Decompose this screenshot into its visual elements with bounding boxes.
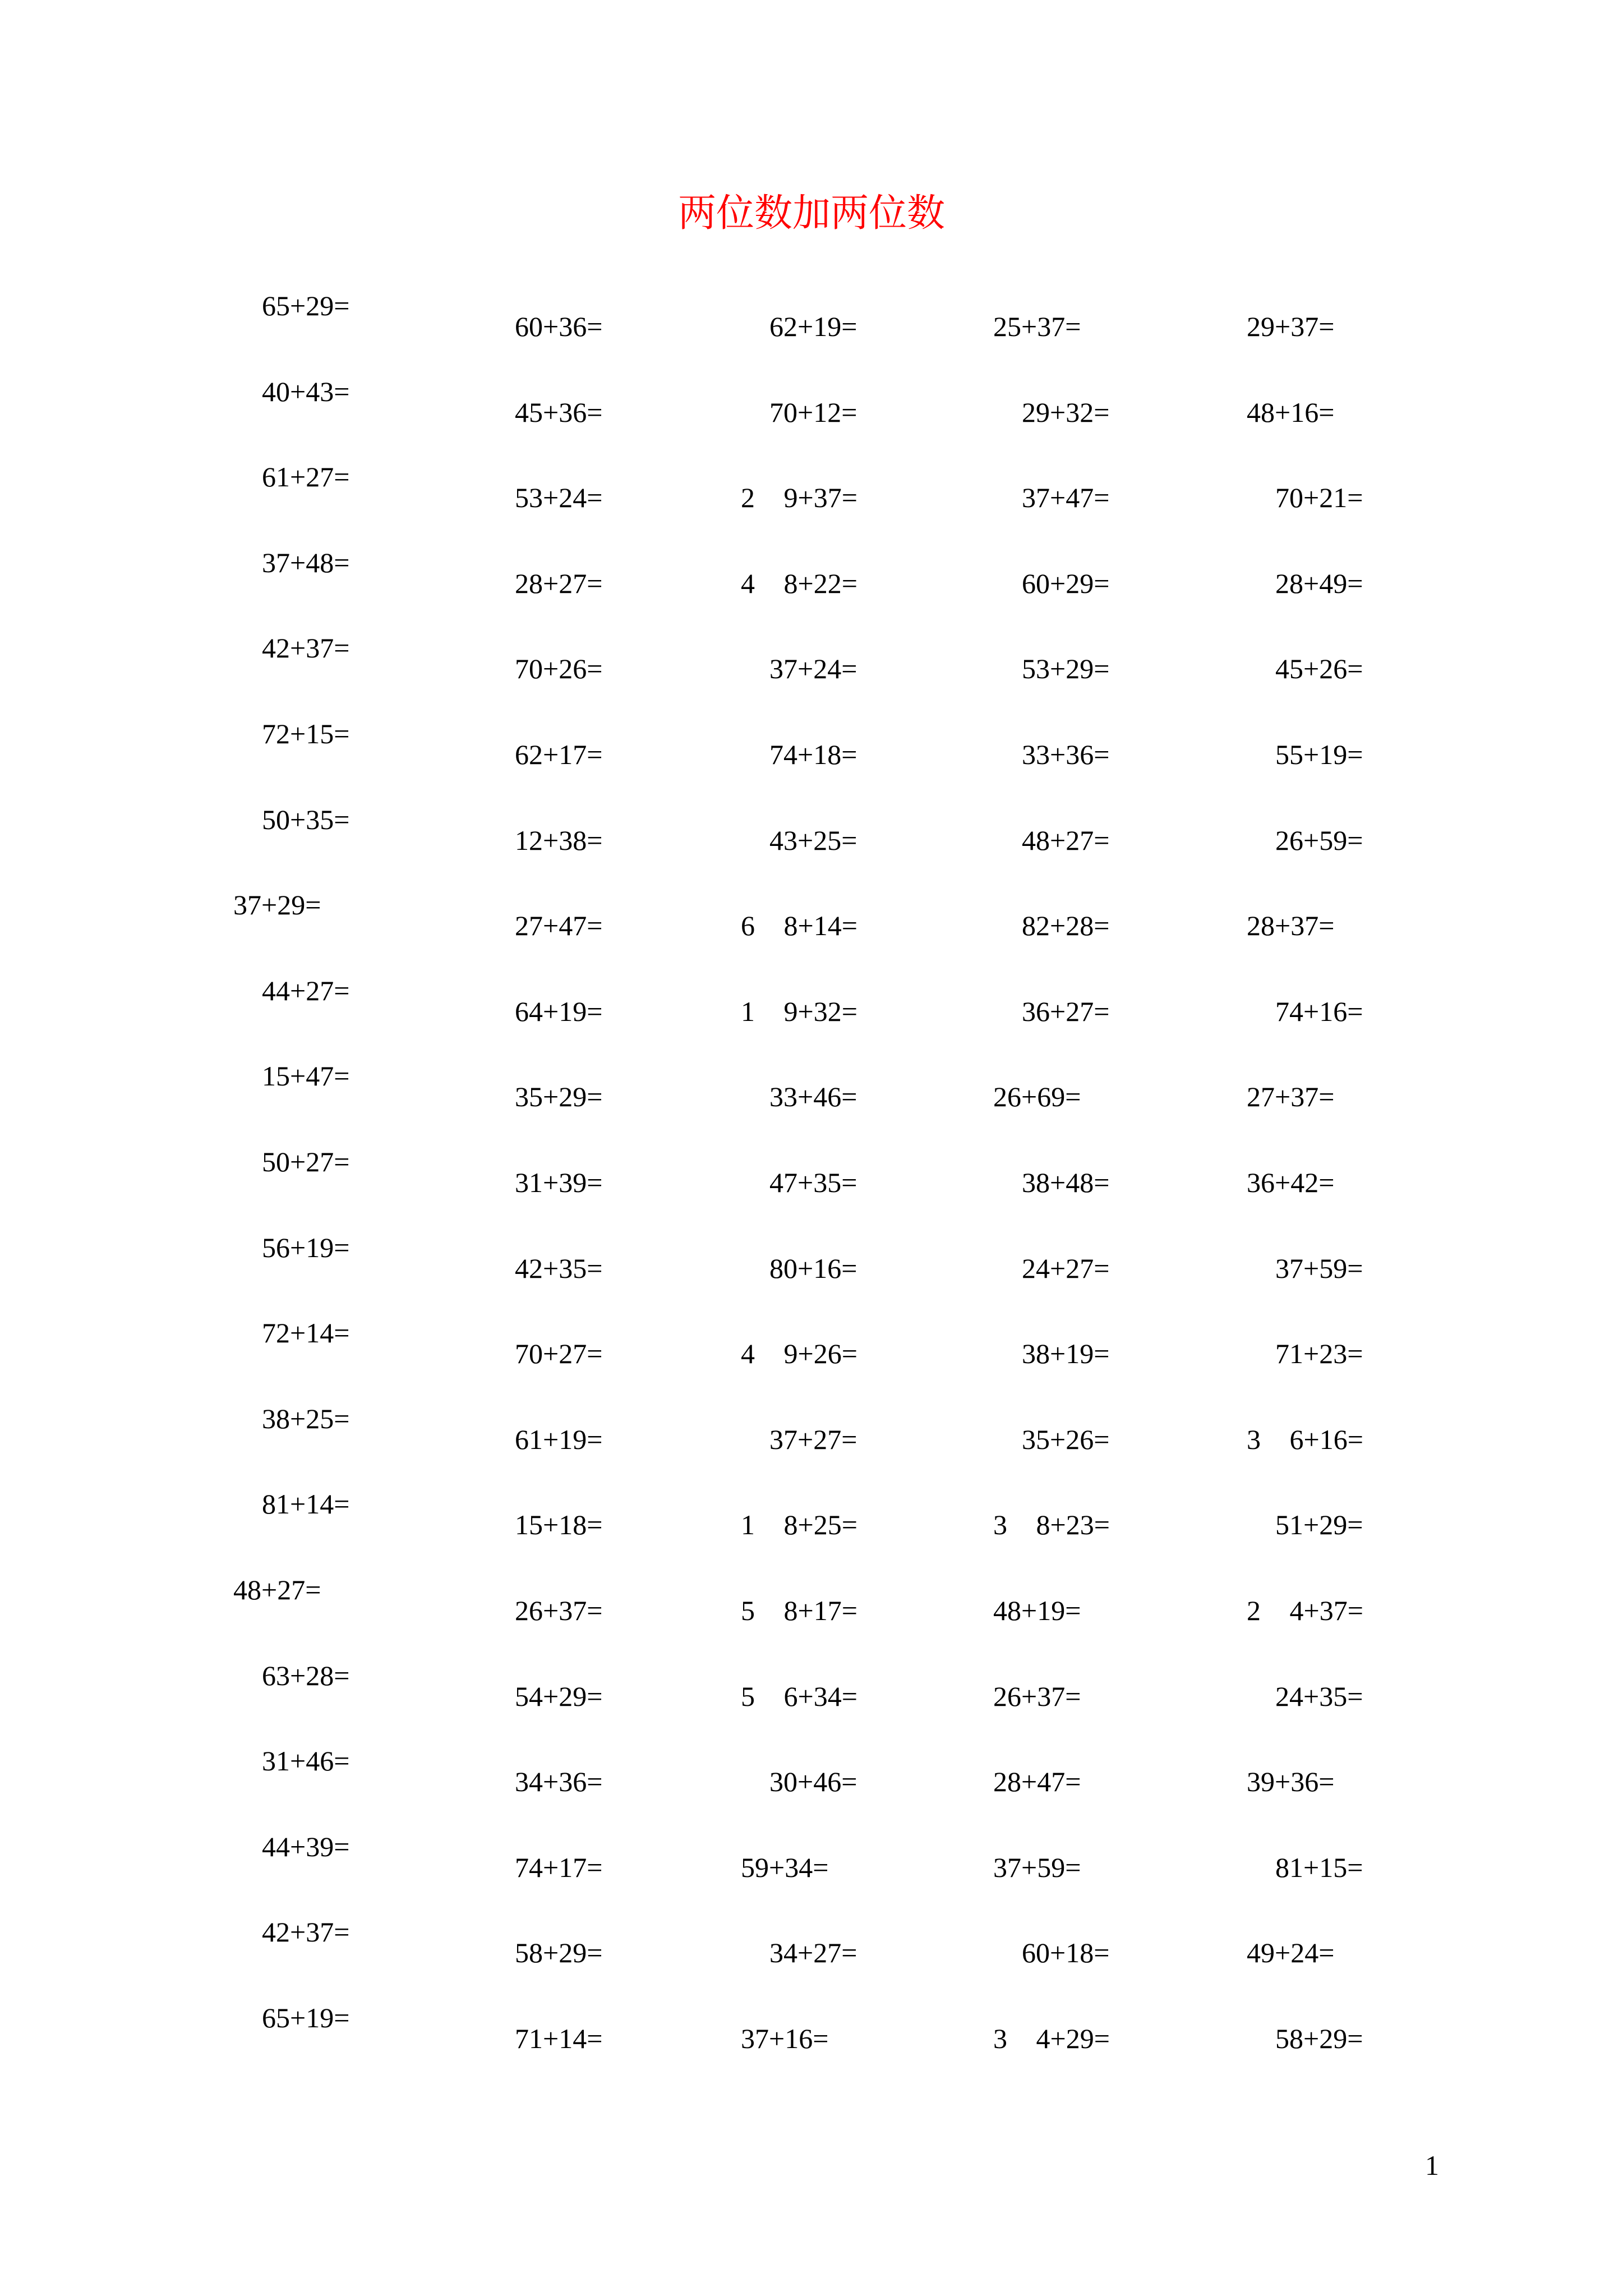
addition-problem: 4 8+22= xyxy=(741,567,857,599)
addition-problem: 3 6+16= xyxy=(1247,1423,1363,1455)
addition-problem: 42+35= xyxy=(515,1252,603,1284)
addition-problem: 37+59= xyxy=(993,1851,1081,1883)
addition-problem: 72+15= xyxy=(262,717,350,749)
addition-problem: 70+27= xyxy=(515,1338,603,1370)
addition-problem: 44+27= xyxy=(262,974,350,1006)
addition-problem: 72+14= xyxy=(262,1317,350,1349)
addition-problem: 48+27= xyxy=(233,1573,321,1605)
addition-problem: 2 4+37= xyxy=(1247,1594,1363,1626)
addition-problem: 45+26= xyxy=(1275,653,1363,685)
addition-problem: 36+42= xyxy=(1247,1166,1335,1198)
addition-problem: 44+39= xyxy=(262,1830,350,1862)
addition-problem: 37+16= xyxy=(741,2022,829,2054)
addition-problem: 58+29= xyxy=(1275,2022,1363,2054)
addition-problem: 37+47= xyxy=(1022,482,1110,514)
addition-problem: 37+24= xyxy=(769,653,857,685)
addition-problem: 37+59= xyxy=(1275,1252,1363,1284)
addition-problem: 1 9+32= xyxy=(741,995,857,1027)
addition-problem: 37+27= xyxy=(769,1423,857,1455)
addition-problem: 74+18= xyxy=(769,738,857,770)
addition-problem: 48+16= xyxy=(1247,396,1335,428)
addition-problem: 26+59= xyxy=(1275,824,1363,856)
addition-problem: 70+26= xyxy=(515,653,603,685)
addition-problem: 28+27= xyxy=(515,567,603,599)
addition-problem: 2 9+37= xyxy=(741,482,857,514)
addition-problem: 62+19= xyxy=(769,311,857,342)
addition-problem: 71+14= xyxy=(515,2022,603,2054)
addition-problem: 65+29= xyxy=(262,290,350,321)
addition-problem: 26+37= xyxy=(993,1680,1081,1712)
addition-problem: 28+49= xyxy=(1275,567,1363,599)
addition-problem: 60+36= xyxy=(515,311,603,342)
addition-problem: 62+17= xyxy=(515,738,603,770)
addition-problem: 31+46= xyxy=(262,1745,350,1777)
addition-problem: 3 4+29= xyxy=(993,2022,1110,2054)
addition-problem: 59+34= xyxy=(741,1851,829,1883)
addition-problem: 53+24= xyxy=(515,482,603,514)
addition-problem: 54+29= xyxy=(515,1680,603,1712)
addition-problem: 45+36= xyxy=(515,396,603,428)
addition-problem: 37+48= xyxy=(262,546,350,578)
addition-problem: 30+46= xyxy=(769,1766,857,1798)
addition-problem: 70+21= xyxy=(1275,482,1363,514)
addition-problem: 80+16= xyxy=(769,1252,857,1284)
addition-problem: 81+15= xyxy=(1275,1851,1363,1883)
addition-problem: 50+27= xyxy=(262,1145,350,1177)
addition-problem: 34+27= xyxy=(769,1937,857,1969)
problem-column-5 xyxy=(1247,312,1363,2110)
addition-problem: 60+29= xyxy=(1022,567,1110,599)
worksheet-title: 两位数加两位数 xyxy=(677,191,945,236)
addition-problem: 70+12= xyxy=(769,396,857,428)
problem-column-1 xyxy=(233,292,349,2089)
addition-problem: 6 8+14= xyxy=(741,910,857,942)
addition-problem: 42+37= xyxy=(262,1916,350,1948)
problem-column-2 xyxy=(515,312,602,2110)
addition-problem: 28+37= xyxy=(1247,910,1335,942)
addition-problem: 40+43= xyxy=(262,375,350,407)
addition-problem: 65+19= xyxy=(262,2001,350,2033)
addition-problem: 36+27= xyxy=(1022,995,1110,1027)
addition-problem: 31+39= xyxy=(515,1166,603,1198)
addition-problem: 5 6+34= xyxy=(741,1680,857,1712)
addition-problem: 1 8+25= xyxy=(741,1509,857,1541)
addition-problem: 33+46= xyxy=(769,1081,857,1113)
addition-problem: 37+29= xyxy=(233,889,321,921)
addition-problem: 64+19= xyxy=(515,995,603,1027)
addition-problem: 38+25= xyxy=(262,1402,350,1434)
addition-problem: 55+19= xyxy=(1275,738,1363,770)
addition-problem: 28+47= xyxy=(993,1766,1081,1798)
addition-problem: 47+35= xyxy=(769,1166,857,1198)
addition-problem: 48+27= xyxy=(1022,824,1110,856)
addition-problem: 38+19= xyxy=(1022,1338,1110,1370)
addition-problem: 29+32= xyxy=(1022,396,1110,428)
addition-problem: 35+29= xyxy=(515,1081,603,1113)
addition-problem: 26+37= xyxy=(515,1594,603,1626)
addition-problem: 71+23= xyxy=(1275,1338,1363,1370)
addition-problem: 74+16= xyxy=(1275,995,1363,1027)
addition-problem: 42+37= xyxy=(262,632,350,664)
problem-column-4 xyxy=(993,312,1110,2110)
addition-problem: 4 9+26= xyxy=(741,1338,857,1370)
addition-problem: 25+37= xyxy=(993,311,1081,342)
addition-problem: 15+18= xyxy=(515,1509,603,1541)
addition-problem: 43+25= xyxy=(769,824,857,856)
addition-problem: 61+19= xyxy=(515,1423,603,1455)
addition-problem: 74+17= xyxy=(515,1851,603,1883)
addition-problem: 35+26= xyxy=(1022,1423,1110,1455)
addition-problem: 63+28= xyxy=(262,1659,350,1691)
addition-problem: 26+69= xyxy=(993,1081,1081,1113)
addition-problem: 29+37= xyxy=(1247,311,1335,342)
addition-problem: 51+29= xyxy=(1275,1509,1363,1541)
addition-problem: 60+18= xyxy=(1022,1937,1110,1969)
addition-problem: 12+38= xyxy=(515,824,603,856)
addition-problem: 3 8+23= xyxy=(993,1509,1110,1541)
addition-problem: 48+19= xyxy=(993,1594,1081,1626)
addition-problem: 56+19= xyxy=(262,1231,350,1263)
addition-problem: 53+29= xyxy=(1022,653,1110,685)
addition-problem: 39+36= xyxy=(1247,1766,1335,1798)
addition-problem: 5 8+17= xyxy=(741,1594,857,1626)
addition-problem: 34+36= xyxy=(515,1766,603,1798)
addition-problem: 33+36= xyxy=(1022,738,1110,770)
addition-problem: 50+35= xyxy=(262,803,350,835)
addition-problem: 38+48= xyxy=(1022,1166,1110,1198)
addition-problem: 61+27= xyxy=(262,461,350,493)
addition-problem: 27+37= xyxy=(1247,1081,1335,1113)
addition-problem: 49+24= xyxy=(1247,1937,1335,1969)
page-number: 1 xyxy=(1425,2150,1439,2181)
problem-column-3 xyxy=(741,312,857,2110)
addition-problem: 81+14= xyxy=(262,1488,350,1520)
addition-problem: 15+47= xyxy=(262,1060,350,1092)
addition-problem: 82+28= xyxy=(1022,910,1110,942)
addition-problem: 58+29= xyxy=(515,1937,603,1969)
addition-problem: 24+27= xyxy=(1022,1252,1110,1284)
addition-problem: 27+47= xyxy=(515,910,603,942)
addition-problem: 24+35= xyxy=(1275,1680,1363,1712)
